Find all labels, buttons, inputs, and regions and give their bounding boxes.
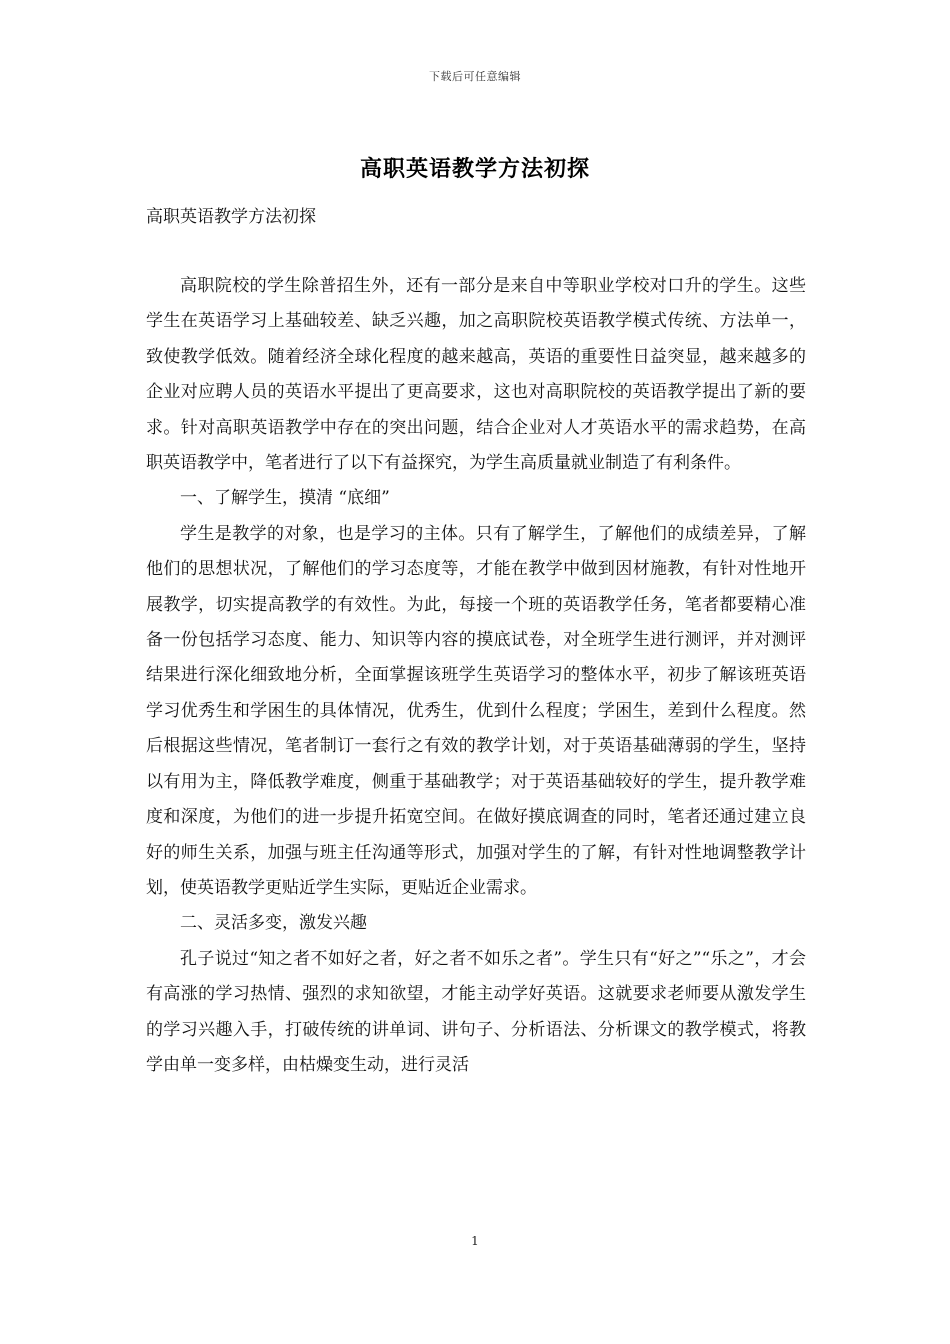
document-subtitle: 高职英语教学方法初探 [146,207,316,227]
paragraph-section-2: 孔子说过“知之者不如好之者，好之者不如乐之者”。学生只有“好之”“乐之”，才会有高涨的学习热情、强烈的求知欲望，才能主动学好英语。这就要求老师要从激发学生的学习兴趣入手，打破传统的讲单词、讲句子、分析语法、分析课文的教学模式，将教学由单一变多样，由枯燥变生动，进行灵活 [146,948,806,1075]
paragraph-section-1: 学生是教学的对象，也是学习的主体。只有了解学生，了解他们的成绩差异，了解他们的思想状况，了解他们的学习态度等，才能在教学中做到因材施教，有针对性地开展教学，切实提高教学的有效性。为此，每接一个班的英语教学任务，笔者都要精心准备一份包括学习态度、能力、知识等内容的摸底试卷，对全班学生进行测评，并对测评结果进行深化细致地分析，全面掌握该班学生英语学习的整体水平，初步了解该班英语学习优秀生和学困生的具体情况，优秀生，优到什么程度；学困生，差到什么程度。然后根据这些情况，笔者制订一套行之有效的教学计划，对于英语基础薄弱的学生，坚持以有用为主，降低教学难度，侧重于基础教学；对于英语基础较好的学生，提升教学难度和深度，为他们的进一步提升拓宽空间。在做好摸底调查的同时，笔者还通过建立良好的师生关系，加强与班主任沟通等形式，加强对学生的了解，有针对性地调整教学计划，使英语教学更贴近学生实际，更贴近企业需求。 [146,523,806,898]
document-title: 高职英语教学方法初探 [359,156,590,182]
section-heading-2: 二、灵活多变，激发兴趣 [180,913,367,934]
section-heading-1: 一、了解学生，摸清 “底细” [180,488,390,509]
document-body [146,269,806,1083]
header-note: 下载后可任意编辑 [429,70,521,83]
paragraph-intro: 高职院校的学生除普招生外，还有一部分是来自中等职业学校对口升的学生。这些学生在英语学习上基础较差、缺乏兴趣，加之高职院校英语教学模式传统、方法单一，致使教学低效。随着经济全球化程度的越来越高，英语的重要性日益突显，越来越多的企业对应聘人员的英语水平提出了更高要求，这也对高职院校的英语教学提出了新的要求。针对高职英语教学中存在的突出问题，结合企业对人才英语水平的需求趋势，在高职英语教学中，笔者进行了以下有益探究，为学生高质量就业制造了有利条件。 [146,276,806,474]
page-number: 1 [471,1234,479,1248]
